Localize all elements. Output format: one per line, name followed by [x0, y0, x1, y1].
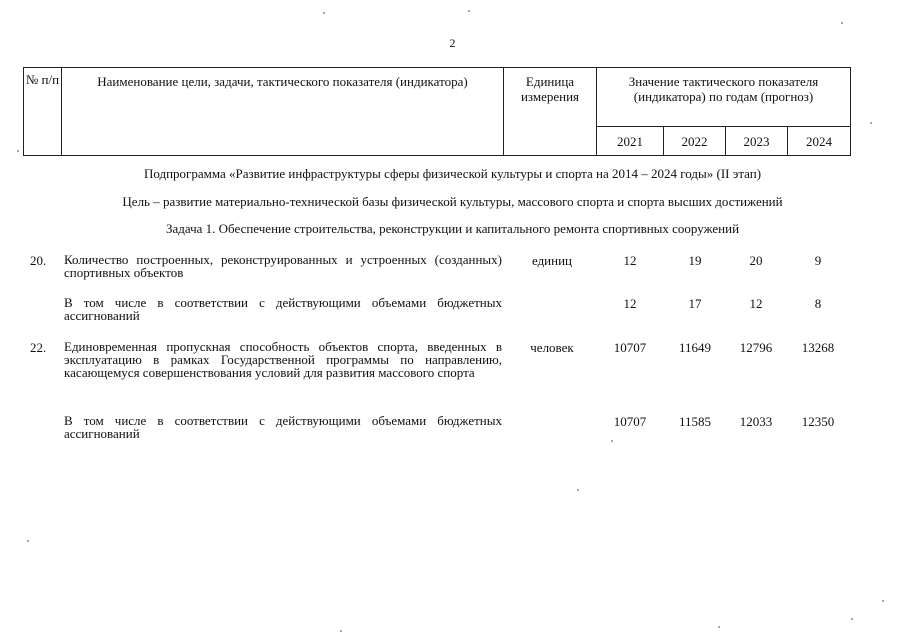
header-year-2023: 2023	[726, 127, 788, 156]
row-unit: единиц	[531, 253, 573, 268]
header-year-2021: 2021	[597, 127, 664, 156]
scan-speck	[611, 440, 613, 442]
row-value-2021: 12	[623, 253, 637, 268]
row-value-2022: 19	[688, 253, 702, 268]
header-name: Наименование цели, задачи, тактического показателя (индикатора)	[62, 68, 504, 156]
scan-speck	[841, 22, 843, 24]
row-value-2023: 12	[749, 296, 763, 311]
row-name: Единовременная пропускная способность объектов спорта, введенных в эксплуатацию в рамках Государственной программы по направлению, касающемуся совершенствования условий для развития массового спорта	[64, 339, 502, 380]
scan-speck	[323, 12, 325, 14]
row-value-2023: 12033	[739, 414, 773, 429]
scan-speck	[27, 540, 29, 542]
row-number: 22.	[30, 340, 47, 355]
header-unit: Единица измерения	[504, 68, 597, 156]
row-value-2022: 11649	[678, 340, 712, 355]
row-number: 20.	[30, 253, 47, 268]
scan-speck	[718, 626, 720, 628]
task-title: Задача 1. Обеспечение строительства, реконструкции и капитального ремонта спортивных сооружений	[165, 221, 740, 236]
scan-speck	[17, 150, 19, 152]
row-value-2022: 17	[688, 296, 702, 311]
scan-speck	[340, 630, 342, 632]
subprogram-title: Подпрограмма «Развитие инфраструктуры сферы физической культуры и спорта на 2014 – 2024 годы» (II этап)	[143, 166, 762, 181]
goal-title: Цель – развитие материально-технической базы физической культуры, массового спорта и спорта высших достижений	[122, 194, 783, 209]
row-value-2021: 12	[623, 296, 637, 311]
row-name: В том числе в соответствии с действующими объемами бюджетных ассигнований	[64, 295, 502, 323]
header-year-2022: 2022	[664, 127, 726, 156]
row-value-2024: 8	[814, 296, 822, 311]
row-name: Количество построенных, реконструированных и устроенных (созданных) спортивных объектов	[64, 252, 502, 280]
scan-speck	[882, 600, 884, 602]
row-unit: человек	[530, 340, 574, 355]
row-value-2022: 11585	[678, 414, 712, 429]
scan-speck	[851, 618, 853, 620]
row-value-2021: 10707	[613, 340, 647, 355]
row-name: В том числе в соответствии с действующими объемами бюджетных ассигнований	[64, 413, 502, 441]
row-value-2024: 9	[814, 253, 822, 268]
table-header	[23, 67, 851, 156]
page-number: 2	[449, 36, 456, 50]
scan-speck	[468, 10, 470, 12]
header-number: № п/п	[24, 68, 62, 156]
row-value-2021: 10707	[613, 414, 647, 429]
row-value-2023: 12796	[739, 340, 773, 355]
scan-speck	[577, 489, 579, 491]
row-value-2024: 13268	[801, 340, 835, 355]
row-value-2024: 12350	[801, 414, 835, 429]
scan-speck	[870, 122, 872, 124]
header-year-2024: 2024	[788, 127, 851, 156]
row-value-2023: 20	[749, 253, 763, 268]
header-values: Значение тактического показателя (индикатора) по годам (прогноз)	[597, 68, 851, 127]
